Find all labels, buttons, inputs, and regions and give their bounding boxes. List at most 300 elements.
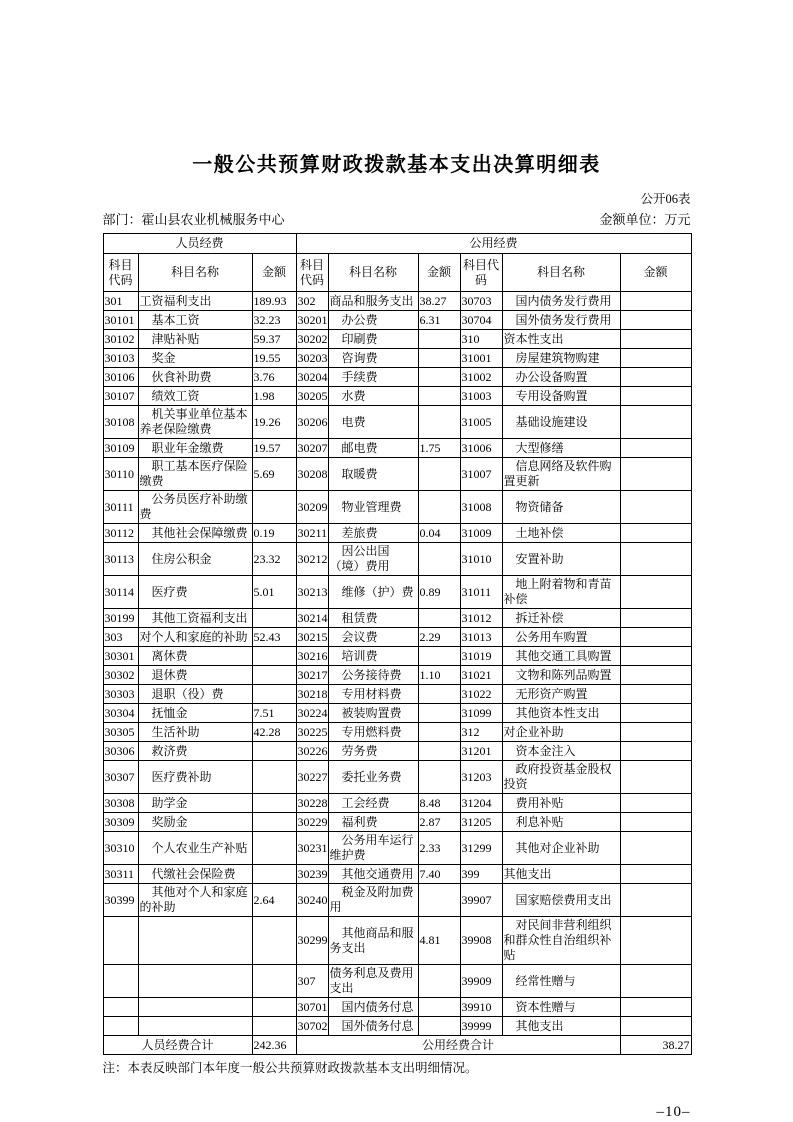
- subject-code-cell: 31201: [460, 742, 502, 761]
- amount-cell: 1.98: [252, 387, 296, 406]
- subject-name-cell: 取暖费: [328, 458, 418, 491]
- subject-code-cell: 30211: [296, 524, 328, 543]
- table-row: [103, 609, 691, 628]
- subject-code-cell: 30702: [296, 1017, 328, 1036]
- subject-name-cell: 经常性赠与: [502, 965, 620, 998]
- subject-code-cell: 30111: [103, 491, 138, 524]
- subject-name-cell: 拆迁补偿: [502, 609, 620, 628]
- subject-name-cell: 福利费: [328, 813, 418, 832]
- subject-name-cell: 邮电费: [328, 439, 418, 458]
- subject-name-cell: 国家赔偿费用支出: [502, 884, 620, 917]
- table-row: [103, 1017, 691, 1036]
- subject-name-cell: 职工基本医疗保险缴费: [138, 458, 252, 491]
- amount-cell: [418, 349, 460, 368]
- document-content: [103, 0, 691, 1121]
- subject-name-cell: 奖励金: [138, 813, 252, 832]
- subject-code-cell: 30106: [103, 368, 138, 387]
- amount-cell: [620, 761, 691, 794]
- amount-cell: [620, 439, 691, 458]
- subject-code-cell: 30224: [296, 704, 328, 723]
- amount-cell: [620, 647, 691, 666]
- subject-name-cell: 因公出国（境）费用: [328, 543, 418, 576]
- amount-cell: 5.01: [252, 576, 296, 609]
- subject-code-cell: 30215: [296, 628, 328, 647]
- subject-name-cell: 退休费: [138, 666, 252, 685]
- subject-name-cell: 代缴社会保险费: [138, 865, 252, 884]
- subject-code-cell: 30310: [103, 832, 138, 865]
- subject-name-cell: 医疗费补助: [138, 761, 252, 794]
- subject-name-cell: 对民间非营利组织和群众性自治组织补贴: [502, 917, 620, 965]
- amount-cell: [252, 917, 296, 965]
- amount-cell: [252, 813, 296, 832]
- amount-cell: 1.75: [418, 439, 460, 458]
- amount-cell: [620, 543, 691, 576]
- subject-code-cell: 30109: [103, 439, 138, 458]
- subject-code-cell: 30216: [296, 647, 328, 666]
- subject-code-cell: 30303: [103, 685, 138, 704]
- subject-code-cell: 39999: [460, 1017, 502, 1036]
- department-label: 部门：霍山县农业机械服务中心: [102, 212, 285, 227]
- group-header-row: [103, 234, 691, 254]
- subject-name-cell: 公务用车购置: [502, 628, 620, 647]
- subject-name-cell: 助学金: [138, 794, 252, 813]
- budget-table: [103, 233, 692, 1055]
- column-header: 金额: [252, 254, 296, 292]
- subject-name-cell: 国内债务付息: [328, 998, 418, 1017]
- subject-name-cell: 其他交通费用: [328, 865, 418, 884]
- subject-code-cell: 30217: [296, 666, 328, 685]
- amount-cell: 0.19: [252, 524, 296, 543]
- table-label: 公开06表: [640, 192, 691, 206]
- table-row: [103, 704, 691, 723]
- subject-name-cell: 印刷费: [328, 330, 418, 349]
- subject-name-cell: 住房公积金: [138, 543, 252, 576]
- amount-cell: [418, 704, 460, 723]
- subject-code-cell: 30240: [296, 884, 328, 917]
- table-row: [103, 292, 691, 311]
- subject-name-cell: 其他对企业补助: [502, 832, 620, 865]
- subject-name-cell: 差旅费: [328, 524, 418, 543]
- page-number: –10–: [656, 1104, 691, 1120]
- subject-name-cell: 基本工资: [138, 311, 252, 330]
- table-row: [103, 491, 691, 524]
- subject-code-cell: 30203: [296, 349, 328, 368]
- subject-code-cell: 31099: [460, 704, 502, 723]
- subject-name-cell: 办公费: [328, 311, 418, 330]
- subject-code-cell: 31022: [460, 685, 502, 704]
- column-header: 科目名称: [138, 254, 252, 292]
- subject-name-cell: 国外债务发行费用: [502, 311, 620, 330]
- subject-name-cell: 安置补助: [502, 543, 620, 576]
- amount-cell: [620, 1017, 691, 1036]
- subject-code-cell: 30304: [103, 704, 138, 723]
- table-row: [103, 647, 691, 666]
- amount-cell: 7.51: [252, 704, 296, 723]
- group-header-public: 公用经费: [296, 234, 691, 254]
- amount-cell: [418, 330, 460, 349]
- subject-name-cell: 物业管理费: [328, 491, 418, 524]
- subject-name-cell: 机关事业单位基本养老保险缴费: [138, 406, 252, 439]
- subject-name-cell: 奖金: [138, 349, 252, 368]
- subject-code-cell: 30225: [296, 723, 328, 742]
- amount-cell: [620, 609, 691, 628]
- amount-cell: 6.31: [418, 311, 460, 330]
- amount-cell: [620, 406, 691, 439]
- subject-code-cell: 31204: [460, 794, 502, 813]
- table-row: [103, 723, 691, 742]
- footer-public-total-label: 公用经费合计: [296, 1036, 620, 1055]
- subject-name-cell: 委托业务费: [328, 761, 418, 794]
- subject-name-cell: 其他工资福利支出: [138, 609, 252, 628]
- subject-name-cell: 国外债务付息: [328, 1017, 418, 1036]
- subject-name-cell: 公务接待费: [328, 666, 418, 685]
- amount-cell: [620, 794, 691, 813]
- subject-code-cell: 30213: [296, 576, 328, 609]
- table-row: [103, 742, 691, 761]
- subject-name-cell: 土地补偿: [502, 524, 620, 543]
- table-row: [103, 311, 691, 330]
- amount-cell: [252, 832, 296, 865]
- subject-code-cell: 31009: [460, 524, 502, 543]
- subject-name-cell: 绩效工资: [138, 387, 252, 406]
- column-header-row: [103, 254, 691, 292]
- table-row: [103, 349, 691, 368]
- subject-code-cell: 31013: [460, 628, 502, 647]
- subject-name-cell: 无形资产购置: [502, 685, 620, 704]
- subject-code-cell: 30231: [296, 832, 328, 865]
- subject-name-cell: 公务用车运行维护费: [328, 832, 418, 865]
- table-row: [103, 761, 691, 794]
- subject-code-cell: 30202: [296, 330, 328, 349]
- amount-cell: [418, 1017, 460, 1036]
- table-row: [103, 813, 691, 832]
- amount-cell: [620, 813, 691, 832]
- amount-cell: 1.10: [418, 666, 460, 685]
- amount-cell: [418, 647, 460, 666]
- amount-cell: 4.81: [418, 917, 460, 965]
- subject-code-cell: 30207: [296, 439, 328, 458]
- amount-cell: [620, 368, 691, 387]
- page-title: 一般公共预算财政拨款基本支出决算明细表: [192, 154, 601, 176]
- subject-code-cell: 301: [103, 292, 138, 311]
- subject-name-cell: 国内债务发行费用: [502, 292, 620, 311]
- subject-code-cell: 39909: [460, 965, 502, 998]
- subject-name-cell: 文物和陈列品购置: [502, 666, 620, 685]
- subject-code-cell: 30703: [460, 292, 502, 311]
- subject-code-cell: 30701: [296, 998, 328, 1017]
- subject-name-cell: 专用燃料费: [328, 723, 418, 742]
- subject-code-cell: 31005: [460, 406, 502, 439]
- amount-cell: [620, 458, 691, 491]
- column-header: 科目名称: [502, 254, 620, 292]
- subject-name-cell: 公务员医疗补助缴费: [138, 491, 252, 524]
- subject-name-cell: 办公设备购置: [502, 368, 620, 387]
- amount-cell: [620, 330, 691, 349]
- subject-code-cell: 30110: [103, 458, 138, 491]
- amount-cell: [418, 406, 460, 439]
- amount-cell: [620, 311, 691, 330]
- subject-code-cell: 31012: [460, 609, 502, 628]
- subject-code-cell: 312: [460, 723, 502, 742]
- subject-name-cell: 个人农业生产补贴: [138, 832, 252, 865]
- amount-cell: [252, 742, 296, 761]
- amount-cell: [418, 742, 460, 761]
- table-row: [103, 666, 691, 685]
- subject-name-cell: [138, 1017, 252, 1036]
- amount-cell: [418, 998, 460, 1017]
- amount-cell: [252, 491, 296, 524]
- table-row: [103, 865, 691, 884]
- subject-name-cell: 专用材料费: [328, 685, 418, 704]
- amount-cell: 52.43: [252, 628, 296, 647]
- unit-label: 金额单位：万元: [599, 212, 691, 227]
- subject-name-cell: 政府投资基金股权投资: [502, 761, 620, 794]
- table-row: [103, 576, 691, 609]
- subject-code-cell: 30218: [296, 685, 328, 704]
- subject-name-cell: 资本性支出: [502, 330, 620, 349]
- subject-name-cell: 其他资本性支出: [502, 704, 620, 723]
- amount-cell: [418, 543, 460, 576]
- subject-code-cell: 30301: [103, 647, 138, 666]
- amount-cell: [418, 685, 460, 704]
- table-row: [103, 628, 691, 647]
- subject-name-cell: 大型修缮: [502, 439, 620, 458]
- subject-name-cell: 信息网络及软件购置更新: [502, 458, 620, 491]
- amount-cell: 0.04: [418, 524, 460, 543]
- amount-cell: [252, 998, 296, 1017]
- subject-code-cell: 30229: [296, 813, 328, 832]
- subject-code-cell: 31011: [460, 576, 502, 609]
- subject-code-cell: 31021: [460, 666, 502, 685]
- subject-name-cell: 工会经费: [328, 794, 418, 813]
- table-footer-row: [103, 1036, 691, 1055]
- subject-code-cell: 30209: [296, 491, 328, 524]
- amount-cell: 32.23: [252, 311, 296, 330]
- subject-code-cell: 30399: [103, 884, 138, 917]
- amount-cell: [418, 723, 460, 742]
- subject-name-cell: 电费: [328, 406, 418, 439]
- subject-name-cell: 伙食补助费: [138, 368, 252, 387]
- subject-code-cell: [103, 965, 138, 998]
- amount-cell: 59.37: [252, 330, 296, 349]
- subject-name-cell: 专用设备购置: [502, 387, 620, 406]
- subject-code-cell: 30311: [103, 865, 138, 884]
- subject-name-cell: 津贴补贴: [138, 330, 252, 349]
- amount-cell: [620, 998, 691, 1017]
- column-header: 科目代码: [460, 254, 502, 292]
- amount-cell: [620, 884, 691, 917]
- table-row: [103, 406, 691, 439]
- subject-code-cell: 39910: [460, 998, 502, 1017]
- subject-code-cell: 31003: [460, 387, 502, 406]
- subject-name-cell: 商品和服务支出: [328, 292, 418, 311]
- subject-code-cell: 30206: [296, 406, 328, 439]
- subject-code-cell: 31007: [460, 458, 502, 491]
- subject-code-cell: 30205: [296, 387, 328, 406]
- subject-code-cell: 30114: [103, 576, 138, 609]
- table-row: [103, 965, 691, 998]
- amount-cell: [620, 666, 691, 685]
- amount-cell: 2.87: [418, 813, 460, 832]
- subject-code-cell: 30108: [103, 406, 138, 439]
- subject-code-cell: 30103: [103, 349, 138, 368]
- amount-cell: [620, 576, 691, 609]
- amount-cell: [620, 491, 691, 524]
- table-row: [103, 368, 691, 387]
- amount-cell: [620, 524, 691, 543]
- subject-code-cell: 31203: [460, 761, 502, 794]
- amount-cell: [252, 685, 296, 704]
- subject-code-cell: 30208: [296, 458, 328, 491]
- subject-code-cell: 30226: [296, 742, 328, 761]
- subject-name-cell: 医疗费: [138, 576, 252, 609]
- subject-code-cell: 39907: [460, 884, 502, 917]
- amount-cell: [418, 884, 460, 917]
- amount-cell: [620, 723, 691, 742]
- amount-cell: [252, 647, 296, 666]
- subject-name-cell: 其他交通工具购置: [502, 647, 620, 666]
- subject-name-cell: 其他支出: [502, 1017, 620, 1036]
- subject-code-cell: 302: [296, 292, 328, 311]
- subject-name-cell: 被装购置费: [328, 704, 418, 723]
- subject-name-cell: 对个人和家庭的补助: [138, 628, 252, 647]
- table-row: [103, 917, 691, 965]
- subject-code-cell: 31010: [460, 543, 502, 576]
- table-row: [103, 387, 691, 406]
- subject-name-cell: 水费: [328, 387, 418, 406]
- subject-name-cell: 地上附着物和青苗补偿: [502, 576, 620, 609]
- amount-cell: [418, 609, 460, 628]
- subject-code-cell: 31006: [460, 439, 502, 458]
- subject-code-cell: 31205: [460, 813, 502, 832]
- subject-code-cell: 30102: [103, 330, 138, 349]
- subject-code-cell: 30305: [103, 723, 138, 742]
- subject-code-cell: [103, 917, 138, 965]
- amount-cell: [252, 609, 296, 628]
- amount-cell: 2.33: [418, 832, 460, 865]
- amount-cell: [418, 368, 460, 387]
- subject-name-cell: 咨询费: [328, 349, 418, 368]
- amount-cell: [620, 917, 691, 965]
- amount-cell: [252, 965, 296, 998]
- subject-name-cell: 手续费: [328, 368, 418, 387]
- column-header: 金额: [620, 254, 691, 292]
- amount-cell: [620, 628, 691, 647]
- subject-name-cell: [138, 917, 252, 965]
- subject-code-cell: 30704: [460, 311, 502, 330]
- subject-code-cell: 30228: [296, 794, 328, 813]
- subject-name-cell: 房屋建筑物购建: [502, 349, 620, 368]
- subject-code-cell: 30101: [103, 311, 138, 330]
- subject-code-cell: 30239: [296, 865, 328, 884]
- subject-code-cell: 31008: [460, 491, 502, 524]
- subject-name-cell: 生活补助: [138, 723, 252, 742]
- subject-code-cell: 310: [460, 330, 502, 349]
- subject-code-cell: 307: [296, 965, 328, 998]
- table-row: [103, 439, 691, 458]
- table-row: [103, 458, 691, 491]
- subject-code-cell: 30227: [296, 761, 328, 794]
- subject-code-cell: 30113: [103, 543, 138, 576]
- amount-cell: [418, 491, 460, 524]
- subject-name-cell: [138, 965, 252, 998]
- amount-cell: 19.26: [252, 406, 296, 439]
- amount-cell: 2.64: [252, 884, 296, 917]
- table-row: [103, 543, 691, 576]
- column-header: 科目名称: [328, 254, 418, 292]
- subject-code-cell: 39908: [460, 917, 502, 965]
- subject-code-cell: 30214: [296, 609, 328, 628]
- table-body: [103, 292, 691, 1036]
- subject-name-cell: 培训费: [328, 647, 418, 666]
- meta-line: [103, 209, 691, 228]
- subject-code-cell: 303: [103, 628, 138, 647]
- subject-code-cell: 30212: [296, 543, 328, 576]
- table-row: [103, 685, 691, 704]
- column-header: 金额: [418, 254, 460, 292]
- subject-name-cell: 资本性赠与: [502, 998, 620, 1017]
- subject-code-cell: 30307: [103, 761, 138, 794]
- amount-cell: 0.89: [418, 576, 460, 609]
- column-header: 科目代码: [103, 254, 138, 292]
- amount-cell: 19.57: [252, 439, 296, 458]
- subject-name-cell: 租赁费: [328, 609, 418, 628]
- table-note: 注：本表反映部门本年度一般公共预算财政拨款基本支出明细情况。: [102, 1061, 478, 1075]
- subject-name-cell: 债务利息及费用支出: [328, 965, 418, 998]
- subject-name-cell: 其他支出: [502, 865, 620, 884]
- subject-code-cell: 30107: [103, 387, 138, 406]
- subject-code-cell: 31002: [460, 368, 502, 387]
- subject-code-cell: 31019: [460, 647, 502, 666]
- subject-name-cell: 离休费: [138, 647, 252, 666]
- subject-name-cell: 抚恤金: [138, 704, 252, 723]
- amount-cell: [620, 685, 691, 704]
- subject-code-cell: 31001: [460, 349, 502, 368]
- subject-name-cell: 物资储备: [502, 491, 620, 524]
- amount-cell: [418, 387, 460, 406]
- amount-cell: [252, 761, 296, 794]
- subject-name-cell: 工资福利支出: [138, 292, 252, 311]
- amount-cell: 38.27: [418, 292, 460, 311]
- subject-code-cell: 30308: [103, 794, 138, 813]
- amount-cell: [252, 666, 296, 685]
- subject-name-cell: 劳务费: [328, 742, 418, 761]
- subject-code-cell: 30302: [103, 666, 138, 685]
- subject-code-cell: 30299: [296, 917, 328, 965]
- subject-name-cell: 救济费: [138, 742, 252, 761]
- footer-personnel-total-label: 人员经费合计: [103, 1036, 252, 1055]
- subject-name-cell: 会议费: [328, 628, 418, 647]
- table-row: [103, 832, 691, 865]
- subject-name-cell: 利息补贴: [502, 813, 620, 832]
- subject-name-cell: [138, 998, 252, 1017]
- subject-code-cell: [103, 998, 138, 1017]
- amount-cell: [620, 965, 691, 998]
- amount-cell: [620, 292, 691, 311]
- footer-personnel-total-value: 242.36: [252, 1036, 296, 1055]
- table-row: [103, 330, 691, 349]
- subject-code-cell: 399: [460, 865, 502, 884]
- amount-cell: [418, 965, 460, 998]
- table-row: [103, 884, 691, 917]
- amount-cell: 189.93: [252, 292, 296, 311]
- subject-name-cell: 维修（护）费: [328, 576, 418, 609]
- subject-name-cell: 对企业补助: [502, 723, 620, 742]
- column-header: 科目代码: [296, 254, 328, 292]
- amount-cell: 19.55: [252, 349, 296, 368]
- amount-cell: [418, 761, 460, 794]
- amount-cell: 42.28: [252, 723, 296, 742]
